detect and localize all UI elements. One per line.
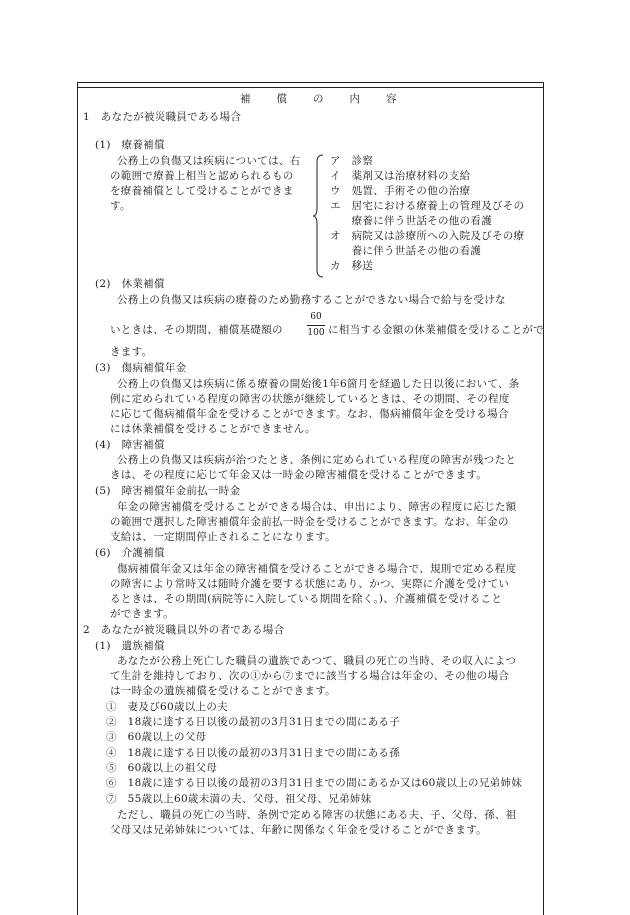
item-1-text: 公務上の負傷又は疾病については、右	[117, 155, 301, 167]
fraction-bar	[307, 325, 325, 326]
survivor-text: て生計を維持しており、次の①から⑦までに該当する場合は年金の、その他の場合	[110, 670, 510, 682]
item-1-text: を療養補償として受けることができま	[110, 185, 294, 197]
item-2-text: きます。	[110, 346, 153, 358]
item-4-text: きは、その程度に応じて年金又は一時金の障害補償を受けることができます。	[110, 469, 488, 481]
item-1-text: す。	[110, 200, 131, 212]
treatment-list-item: 療養に伴う世話その他の看護	[330, 215, 492, 227]
item-1-heading: (1) 療養補償	[95, 139, 165, 151]
item-5-text: 年金の障害補償を受けることができる場合は、申出により、障害の程度に応じた額	[117, 501, 517, 513]
page-title: 補 償 の 内 容	[240, 93, 397, 105]
survivor-heading: (1) 遺族補償	[95, 640, 165, 652]
item-2-heading: (2) 休業補償	[95, 278, 165, 290]
survivor-note: ただし、職員の死亡の当時、条例で定める障害の状態にある夫、子、父母、孫、祖	[117, 809, 517, 821]
treatment-list-item: エ 居宅における療養上の管理及びその	[330, 200, 525, 212]
eligible-survivor-item: ⑤ 60歳以上の祖父母	[106, 762, 218, 774]
frame-double-rule	[78, 87, 543, 88]
item-1-text: の範囲で療養上相当と認められるもの	[110, 170, 294, 182]
fraction-denominator: 100	[307, 328, 325, 338]
eligible-survivor-item: ① 妻及び60歳以上の夫	[106, 701, 228, 713]
survivor-text: は一時金の遺族補償を受けることができます。	[110, 685, 336, 697]
treatment-list-item: 養に伴う世話その他の看護	[330, 245, 482, 257]
eligible-survivor-item: ④ 18歳に達する日以後の最初の3月31日までの間にある孫	[106, 747, 401, 759]
eligible-survivor-item: ③ 60歳以上の父母	[106, 731, 207, 743]
survivor-text: あなたが公務上死亡した職員の遺族であつて、職員の死亡の当時、その収入によつ	[117, 655, 517, 667]
item-5-heading: (5) 障害補償年金前払一時金	[95, 485, 241, 497]
survivor-note: 父母又は兄弟姉妹については、年齢に関係なく年金を受けることができます。	[110, 824, 487, 836]
item-4-text: 公務上の負傷又は疾病が治つたとき、条例に定められている程度の障害が残つたと	[117, 454, 517, 466]
item-3-heading: (3) 傷病補償年金	[95, 362, 187, 374]
section-2-heading: 2 あなたが被災職員以外の者である場合	[83, 624, 285, 636]
treatment-list-item: イ 薬剤又は治療材料の支給	[330, 170, 471, 182]
item-3-text: 例に定められている程度の障害の状態が継続しているときは、その期間、その程度	[110, 393, 510, 405]
item-3-text: に応じて傷病補償年金を受けることができます。なお、傷病補償年金を受ける場合	[110, 408, 509, 420]
section-1-heading: 1 あなたが被災職員である場合	[83, 111, 242, 123]
item-6-heading: (6) 介護補償	[95, 547, 165, 559]
item-2-text: いときは、その期間、補償基礎額の	[110, 324, 283, 336]
eligible-survivor-item: ⑦ 55歳以上60歳未満の夫、父母、祖父母、兄弟姉妹	[106, 793, 372, 805]
item-2-text: に相当する金額の休業補償を受けることがで	[328, 324, 544, 336]
treatment-list-item: ア 診察	[330, 155, 374, 167]
brace-icon	[312, 154, 324, 278]
item-6-text: るときは、その期間(病院等に入院している期間を除く。)、介護補償を受けること	[110, 593, 503, 605]
treatment-list-item: ウ 処置、手術その他の治療	[330, 185, 471, 197]
item-5-text: 支給は、一定期間停止されることになります。	[110, 531, 336, 543]
eligible-survivor-item: ② 18歳に達する日以後の最初の3月31日までの間にある子	[106, 716, 401, 728]
treatment-list-item: オ 病院又は診療所への入院及びその療	[330, 230, 525, 242]
treatment-list-item: カ 移送	[330, 260, 374, 272]
item-4-heading: (4) 障害補償	[95, 439, 165, 451]
eligible-survivor-item: ⑥ 18歳に達する日以後の最初の3月31日までの間にあるか又は60歳以上の兄弟姉妹	[106, 777, 523, 789]
fraction-numerator: 60	[310, 312, 322, 322]
item-3-text: 公務上の負傷又は疾病に係る療養の開始後1年6箇月を経過した日以後において、条	[117, 378, 520, 390]
item-6-text: ができます。	[110, 608, 174, 620]
item-5-text: の範囲で選択した障害補償年金前払一時金を受けることができます。なお、年金の	[110, 516, 509, 528]
item-6-text: の障害により常時又は随時介護を要する状態にあり、かつ、実際に介護を受けてい	[110, 578, 510, 590]
item-6-text: 傷病補償年金又は年金の障害補償を受けることができる場合で、規則で定める程度	[117, 563, 517, 575]
item-3-text: には休業補償を受けることができません。	[110, 423, 316, 435]
item-2-text: 公務上の負傷又は疾病の療養のため勤務することができない場合で給与を受けな	[117, 294, 506, 306]
